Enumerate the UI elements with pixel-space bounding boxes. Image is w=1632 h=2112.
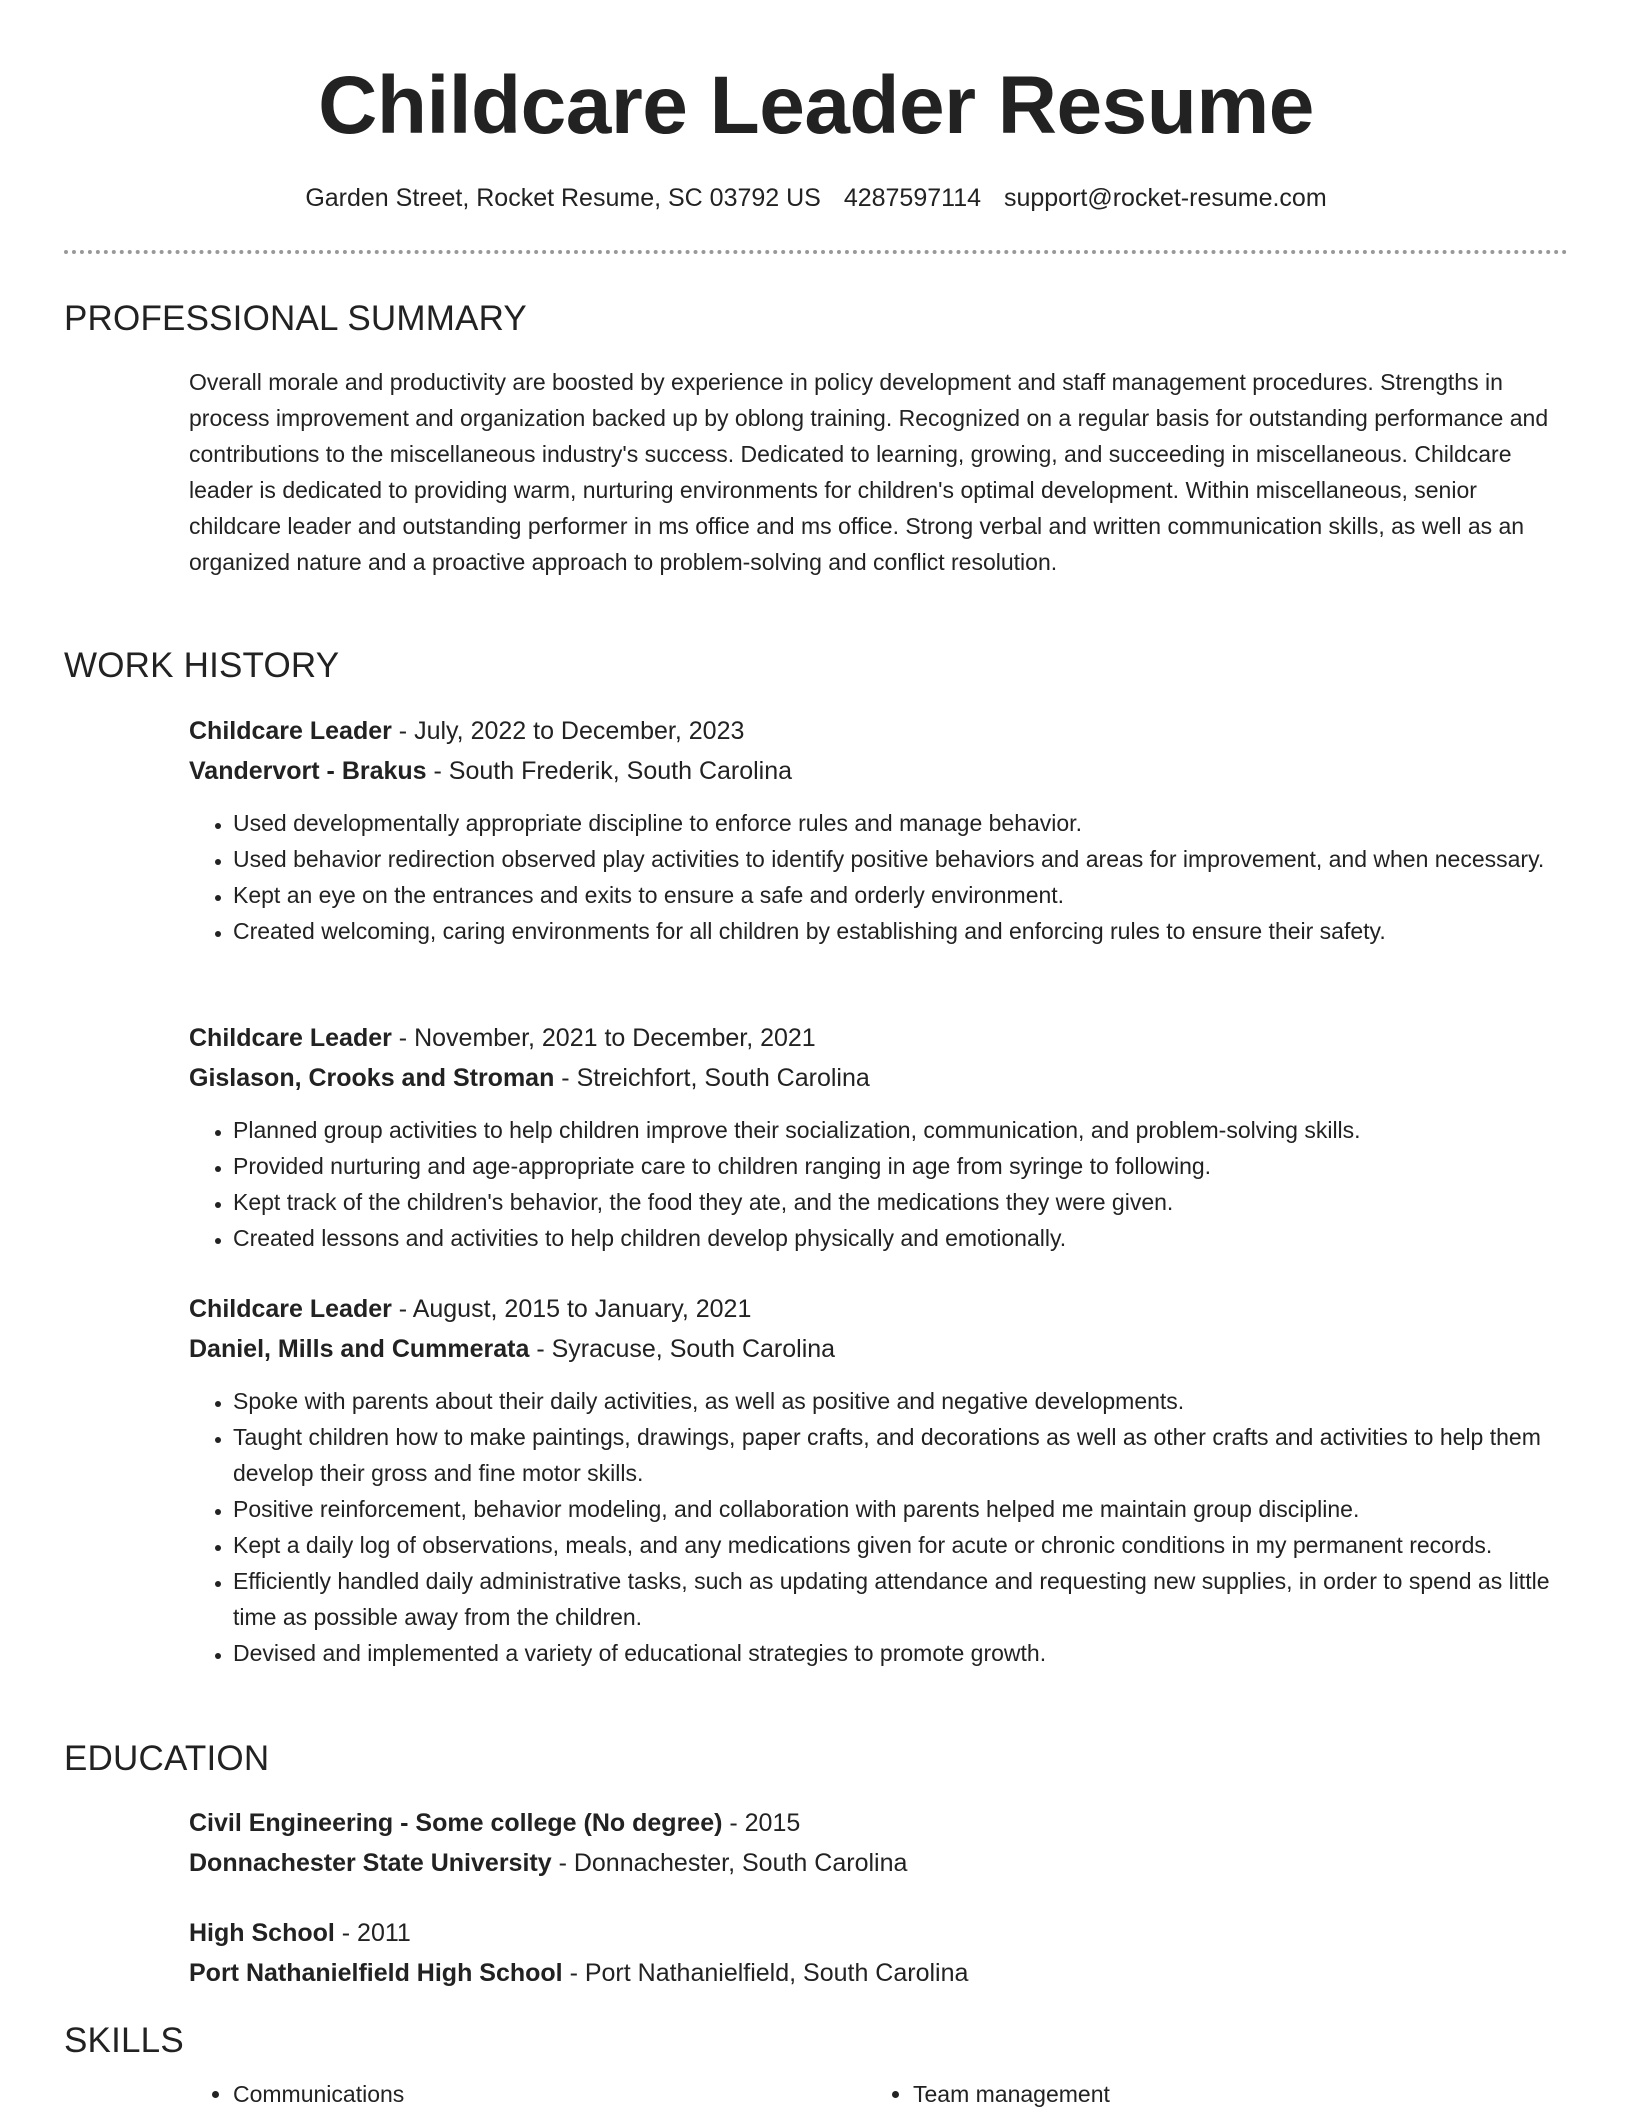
education-degree-line [189, 1803, 1559, 1843]
job-location: - Syracuse, South Carolina [529, 1335, 836, 1363]
job-company: Daniel, Mills and Cummerata [189, 1335, 530, 1363]
skills-column-right [869, 2076, 1110, 2112]
education-school-line [189, 1953, 1559, 1993]
skill-item: • Team management [913, 2076, 1110, 2112]
job-entry [189, 711, 1559, 949]
list-item: • Created lessons and activities to help children develop physically and emotionally. [233, 1220, 1559, 1256]
job-company-line [189, 1058, 1559, 1098]
education-entry [189, 1803, 1559, 1883]
list-item: • Created welcoming, caring environments for all children by establishing and enforcing rules to ensure their safety. [233, 913, 1559, 949]
job-title-line [189, 1018, 1559, 1058]
job-entry [189, 1018, 1559, 1256]
job-title: Childcare Leader [189, 717, 392, 745]
education-year: - 2011 [334, 1919, 411, 1947]
list-item: • Provided nurturing and age-appropriate care to children ranging in age from syringe to following. [233, 1148, 1559, 1184]
education-degree-line [189, 1913, 1559, 1953]
job-location: - Streichfort, South Carolina [554, 1064, 870, 1092]
education-degree: High School [189, 1919, 335, 1947]
job-bullets [189, 1383, 1559, 1671]
job-title: Childcare Leader [189, 1295, 392, 1323]
contact-phone: 4287597114 [843, 184, 981, 212]
list-item: • Efficiently handled daily administrative tasks, such as updating attendance and requesting new supplies, in order to spend as little time as possible away from the children. [233, 1563, 1559, 1635]
section-title-skills: SKILLS [64, 2021, 184, 2060]
job-company: Vandervort - Brakus [189, 757, 427, 785]
job-bullets [189, 1112, 1559, 1256]
summary-block [189, 364, 1559, 580]
education-entry [189, 1913, 1559, 1993]
section-title-work-history: WORK HISTORY [64, 646, 340, 685]
contact-address: Garden Street, Rocket Resume, SC 03792 US [305, 184, 821, 212]
education-year: - 2015 [722, 1809, 801, 1837]
header-divider [64, 250, 1568, 254]
list-item: • Used developmentally appropriate discipline to enforce rules and manage behavior. [233, 805, 1559, 841]
job-title: Childcare Leader [189, 1024, 392, 1052]
list-item: • Kept an eye on the entrances and exits to ensure a safe and orderly environment. [233, 877, 1559, 913]
list-item: • Devised and implemented a variety of educational strategies to promote growth. [233, 1635, 1559, 1671]
list-item: • Spoke with parents about their daily activities, as well as positive and negative developments. [233, 1383, 1559, 1419]
list-item: • Kept track of the children's behavior, the food they ate, and the medications they were given. [233, 1184, 1559, 1220]
list-item: • Planned group activities to help children improve their socialization, communication, and problem-solving skills. [233, 1112, 1559, 1148]
job-bullets [189, 805, 1559, 949]
job-dates: - November, 2021 to December, 2021 [391, 1024, 816, 1052]
job-title-line [189, 1289, 1559, 1329]
job-company: Gislason, Crooks and Stroman [189, 1064, 555, 1092]
summary-text: Overall morale and productivity are boosted by experience in policy development and staff management procedures. Strengths in process improvement and organization backed up by oblong training. Recognized on a regular basis for outstanding performance and contributions to the miscellaneous industry's success. Dedicated to learning, growing, and succeeding in miscellaneous. Childcare leader is dedicated to providing warm, nurturing environments for children's optimal development. Within miscellaneous, senior childcare leader and outstanding performer in ms office and ms office. Strong verbal and written communication skills, as well as an organized nature and a proactive approach to problem-solving and conflict resolution. [189, 369, 1549, 575]
section-title-education: EDUCATION [64, 1739, 270, 1778]
list-item: • Positive reinforcement, behavior modeling, and collaboration with parents helped me maintain group discipline. [233, 1491, 1559, 1527]
job-title-line [189, 711, 1559, 751]
education-school: Donnachester State University [189, 1849, 552, 1877]
education-school: Port Nathanielfield High School [189, 1959, 563, 1987]
education-location: - Port Nathanielfield, South Carolina [562, 1959, 969, 1987]
list-item: • Kept a daily log of observations, meals, and any medications given for acute or chronic conditions in my permanent records. [233, 1527, 1559, 1563]
contact-line [0, 182, 1632, 214]
education-location: - Donnachester, South Carolina [551, 1849, 908, 1877]
resume-title: Childcare Leader Resume [318, 60, 1314, 151]
skills-column-left [189, 2076, 404, 2112]
job-entry [189, 1289, 1559, 1671]
job-dates: - August, 2015 to January, 2021 [391, 1295, 752, 1323]
job-dates: - July, 2022 to December, 2023 [391, 717, 745, 745]
section-title-summary: PROFESSIONAL SUMMARY [64, 299, 527, 338]
list-item: • Used behavior redirection observed play activities to identify positive behaviors and areas for improvement, and when necessary. [233, 841, 1559, 877]
education-degree: Civil Engineering - Some college (No degree) [189, 1809, 723, 1837]
job-location: - South Frederik, South Carolina [426, 757, 793, 785]
list-item: • Taught children how to make paintings, drawings, paper crafts, and decorations as well as other crafts and activities to help them develop their gross and fine motor skills. [233, 1419, 1559, 1491]
job-company-line [189, 1329, 1559, 1369]
skill-item: • Communications [233, 2076, 404, 2112]
contact-email: support@rocket-resume.com [1003, 184, 1327, 212]
education-school-line [189, 1843, 1559, 1883]
job-company-line [189, 751, 1559, 791]
